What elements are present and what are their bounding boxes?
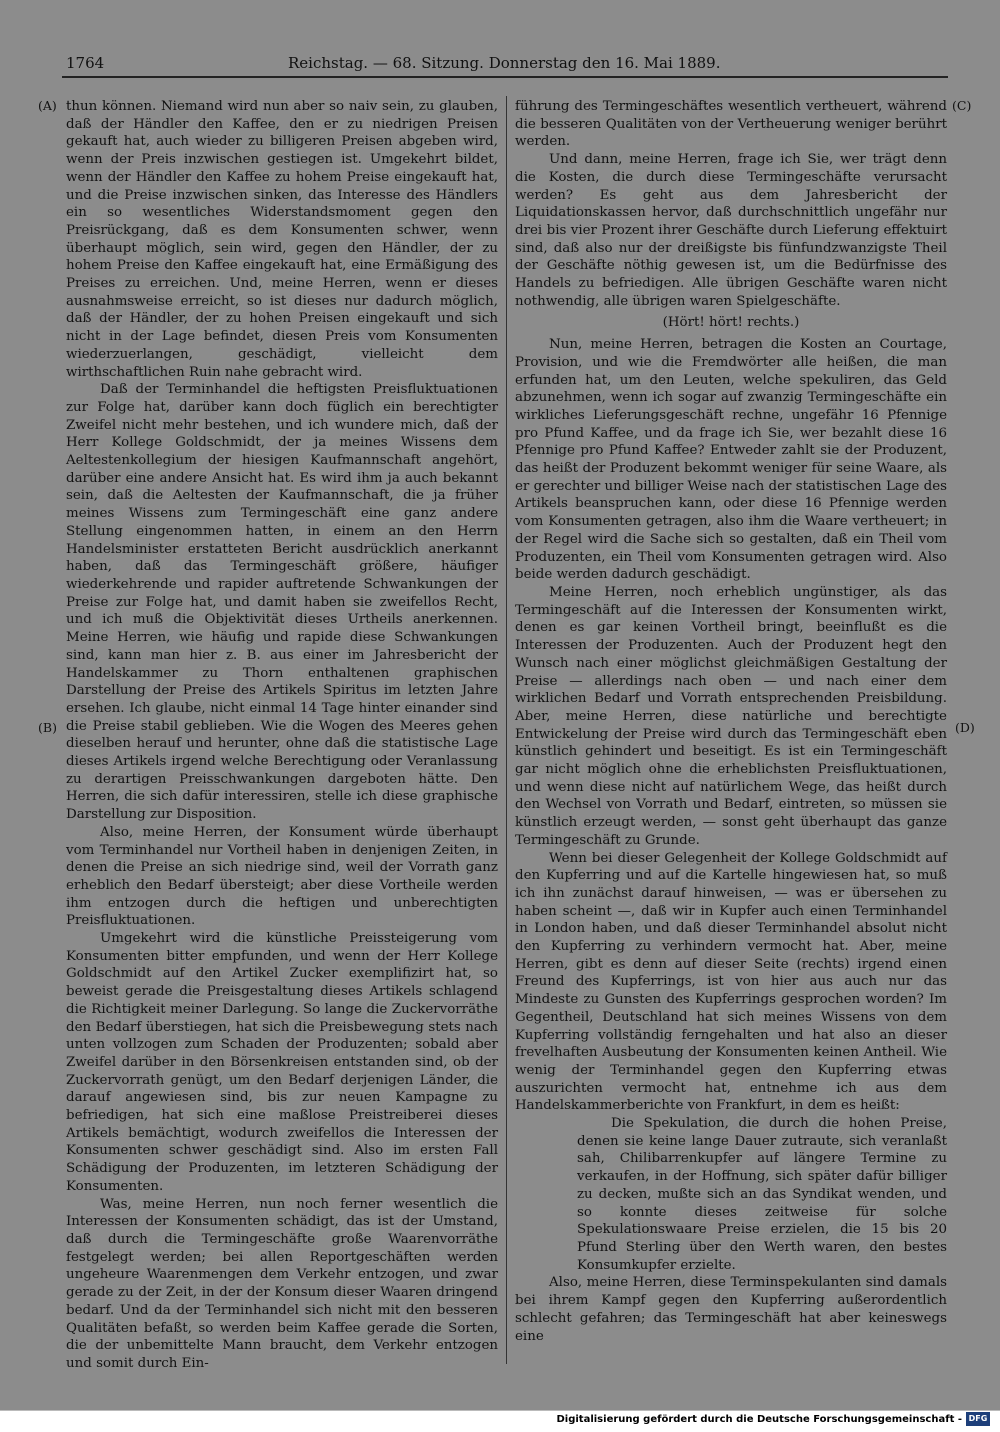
left-column [66, 98, 498, 1373]
column-divider [506, 96, 507, 1364]
paragraph: Und dann, meine Herren, frage ich Sie, wer trägt denn die Kosten, die durch diese Termingeschäfte verursacht werden? Es geht aus dem Jahresbericht der Liquidationskassen hervor, daß durchschnittlich ungefähr nur drei bis vier Prozent ihrer Geschäfte durch Lieferung effektuirt sind, daß also nur der dreißigste bis fünfundzwanzigste Theil der Geschäfte nöthig gewesen ist, um die Bedürfnisse des Handels zu befriedigen. Alle übrigen Geschäfte waren nicht nothwendig, alle übrigen waren Spielgeschäfte. [515, 152, 947, 309]
right-column [515, 98, 947, 1345]
paragraph: Meine Herren, noch erheblich ungünstiger, als das Termingeschäft auf die Interessen der Konsumenten wirkt, denen es gar keinen Vortheil bringt, beeinflußt es die Interessen der Produzenten. Auch der Produzent hegt den Wunsch nach einer möglichst gleichmäßigen Gestaltung der Preise — allerdings nach oben — und nach einer dem wirklichen Bedarf und Vorrath entsprechenden Preisbildung. Aber, meine Herren, diese natürliche und berechtigte Entwickelung der Preise wird durch das Termingeschäft eben künstlich gehindert und beseitigt. Es ist ein Termingeschäft gar nicht möglich ohne die erheblichsten Preisfluktuationen, und wenn diese nicht auf natürlichem Wege, das heißt durch den Wechsel von Vorrath und Bedarf, eintreten, so müssen sie künstlich erzeugt werden, — sonst geht überhaupt das ganze Termingeschäft zu Grunde. [515, 584, 947, 848]
margin-marker-d: (D) [955, 720, 975, 735]
paragraph: Also, meine Herren, diese Terminspekulanten sind damals bei ihrem Kampf gegen den Kupferring außerordentlich schlecht gefahren; das Termingeschäft hat aber keineswegs eine [515, 1275, 947, 1344]
funding-note: Digitalisierung gefördert durch die Deutsche Forschungsgemeinschaft - [556, 1414, 962, 1425]
paragraph: Nun, meine Herren, betragen die Kosten an Courtage, Provision, und wie die Fremdwörter alle heißen, die man erfunden hat, um den Leuten, welche spekuliren, das Geld abzunehmen, wenn ich sogar auf zwanzig Termingeschäfte ein wirkliches Lieferungsgeschäft rechne, ungefähr 16 Pfennige pro Pfund Kaffee, und da frage ich Sie, wer bezahlt diese 16 Pfennige pro Pfund Kaffee? Entweder zahlt sie der Produzent, das heißt der Produzent bekommt weniger für seine Waare, als er gerechter und billiger Weise nach der statistischen Lage des Artikels beanspruchen kann, oder diese 16 Pfennige werden vom Konsumenten getragen, also ihm die Waare vertheuert; in der Regel wird die Sache sich so gestalten, daß ein Theil vom Produzenten, ein Theil vom Konsumenten getragen wird. Also beide werden dadurch geschädigt. [515, 337, 947, 583]
paragraph: thun können. Niemand wird nun aber so naiv sein, zu glauben, daß der Händler den Kaffee, den er zu niedrigen Preisen gekauft hat, auch wieder zu billigeren Preisen abgeben wird, wenn der Preis inzwischen gestiegen ist. Umgekehrt bildet, wenn der Händler den Kaffee zu hohem Preise eingekauft hat, und die Preise inzwischen sinken, das Interesse des Händlers ein so wesentliches Widerstandsmoment gegen den Preisrückgang, daß es dem Konsumenten schwer, wenn überhaupt möglich, sein wird, gegen den Händler, der zu hohem Preise den Kaffee eingekauft hat, eine Ermäßigung des Preises zu erreichen. Und, meine Herren, wenn er dieses ausnahmsweise erreicht, so ist dieses nur dadurch möglich, daß der Händler, der zu hohen Preisen eingekauft und sich nicht in der Lage befindet, diesen Preis vom Konsumenten wiederzuerlangen, geschädigt, vielleicht dem wirthschaftlichen Ruin nahe gebracht wird. [66, 99, 498, 380]
paragraph: Was, meine Herren, nun noch ferner wesentlich die Interessen der Konsumenten schädigt, das ist der Umstand, daß durch die Termingeschäfte große Waarenvorräthe festgelegt werden; bei allen Reportgeschäften werden ungeheure Waarenmengen dem Verkehr entzogen, und zwar gerade zu der Zeit, in der der Konsum dieser Waaren dringend bedarf. Und da der Terminhandel sich nicht mit den besseren Qualitäten befaßt, so werden beim Kaffee gerade die Sorten, die der unbemittelte Mann braucht, dem Verkehr entzogen und somit durch Ein- [66, 1196, 498, 1371]
margin-marker-a: (A) [38, 98, 57, 113]
paragraph: führung des Termingeschäftes wesentlich vertheuert, während die besseren Qualitäten von der Vertheuerung weniger berührt werden. [515, 99, 947, 150]
page-number: 1764 [66, 54, 105, 72]
interjection: (Hört! hört! rechts.) [662, 315, 800, 331]
page-title: Reichstag. — 68. Sitzung. Donnerstag den 16. Mai 1889. [288, 54, 721, 72]
margin-marker-b: (B) [38, 720, 57, 735]
block-quote: Die Spekulation, die durch die hohen Preise, denen sie keine lange Dauer zutraute, sich veranlaßt sah, Chilibarrenkupfer auf längere Termine zu verkaufen, in der Hoffnung, sich später dafür billiger zu decken, mußte sich an das Syndikat wenden, und so konnte dieses zeitweise für solche Spekulationswaare Preise erzielen, die 15 bis 20 Pfund Sterling über den Werth waren, den bestes Konsumkupfer erzielte. [577, 1116, 947, 1273]
paragraph: Wenn bei dieser Gelegenheit der Kollege Goldschmidt auf den Kupferring und auf die Kartelle hingewiesen hat, so muß ich ihn zunächst darauf hinweisen, — was er übersehen zu haben scheint —, daß wir in Kupfer auch einen Terminhandel in London haben, und daß dieser Terminhandel absolut nicht den Kupferring zu verhindern vermocht hat. Aber, meine Herren, gibt es denn auf dieser Seite (rechts) irgend einen Freund des Kupferrings, ist von hier aus auch nur das Mindeste zu Gunsten des Kupferrings gesprochen worden? Im Gegentheil, Deutschland hat sich meines Wissens von dem Kupferring vollständig ferngehalten und hat also an dieser frevelhaften Ausbeutung der Konsumenten keinen Antheil. Wie wenig der Terminhandel gegen den Kupferring etwas auszurichten vermocht hat, entnehme ich aus dem Handelskammerberichte von Frankfurt, in dem es heißt: [515, 850, 947, 1114]
paragraph: Umgekehrt wird die künstliche Preissteigerung vom Konsumenten bitter empfunden, und wenn der Herr Kollege Goldschmidt auf den Artikel Zucker exemplifizirt hat, so beweist gerade die Preisgestaltung dieses Artikels schlagend die Richtigkeit meiner Darlegung. So lange die Zuckervorräthe den Bedarf überstiegen, hat sich die Preisbewegung stets nach unten vollzogen zum Schaden der Produzenten; sobald aber Zweifel darüber in den Börsenkreisen entstanden sind, ob der Zuckervorrath genügt, um den Bedarf derjenigen Länder, die darauf angewiesen sind, bis zur neuen Kampagne zu befriedigen, hat sich eine maßlose Preistreiberei dieses Artikels bemächtigt, wodurch zweifellos die Interessen der Konsumenten schwer geschädigt sind. Also im ersten Fall Schädigung der Produzenten, im letzteren Schädigung der Konsumenten. [66, 931, 498, 1194]
header-rule [62, 76, 948, 78]
paragraph: Also, meine Herren, der Konsument würde überhaupt vom Terminhandel nur Vortheil haben in denjenigen Zeiten, in denen die Preise an sich niedrige sind, weil der Vorrath ganz erheblich den Bedarf übersteigt; aber diese Vortheile werden ihm entzogen durch die heftigen und unberechtigten Preisfluktuationen. [66, 824, 498, 929]
dfg-logo-icon: DFG [966, 1412, 990, 1426]
paragraph: Daß der Terminhandel die heftigsten Preisfluktuationen zur Folge hat, darüber kann doch füglich ein berechtigter Zweifel nicht mehr bestehen, und ich wundere mich, daß der Herr Kollege Goldschmidt, der ja meines Wissens dem Aeltestenkollegium der hiesigen Kaufmannschaft angehört, darüber eine andere Ansicht hat. Es wird ihm ja auch bekannt sein, daß die Aeltesten der Kaufmannschaft, die ja früher meines Wissens zum Termingeschäft eine ganz andere Stellung eingenommen hatten, in einem an den Herrn Handelsminister erstatteten Bericht ausdrücklich anerkannt haben, daß das Termingeschäft größere, häufiger wiederkehrende und rapider auftretende Schwankungen der Preise zur Folge hat, und damit haben sie zweifellos Recht, und ich muß die Objektivität dieses Urtheils anerkennen. Meine Herren, wie häufig und rapide diese Schwankungen sind, kann man hier z. B. aus einer im Jahresbericht der Handelskammer zu Thorn enthaltenen graphischen Darstellung der Preise des Artikels Spiritus im letzten Jahre ersehen. Ich glaube, nicht einmal 14 Tage hinter einander sind die Preise stabil geblieben. Wie die Wogen des Meeres gehen dieselben herauf und herunter, ohne daß die statistische Lage dieses Artikels irgend welche Berechtigung oder Veranlassung zu derartigen Preisschwankungen dargeboten hätte. Den Herren, die sich dafür interessiren, stelle ich diese graphische Darstellung zur Disposition. [66, 382, 498, 823]
page-header [66, 54, 946, 74]
margin-marker-c: (C) [952, 98, 972, 113]
footer-rule [0, 1410, 1000, 1411]
